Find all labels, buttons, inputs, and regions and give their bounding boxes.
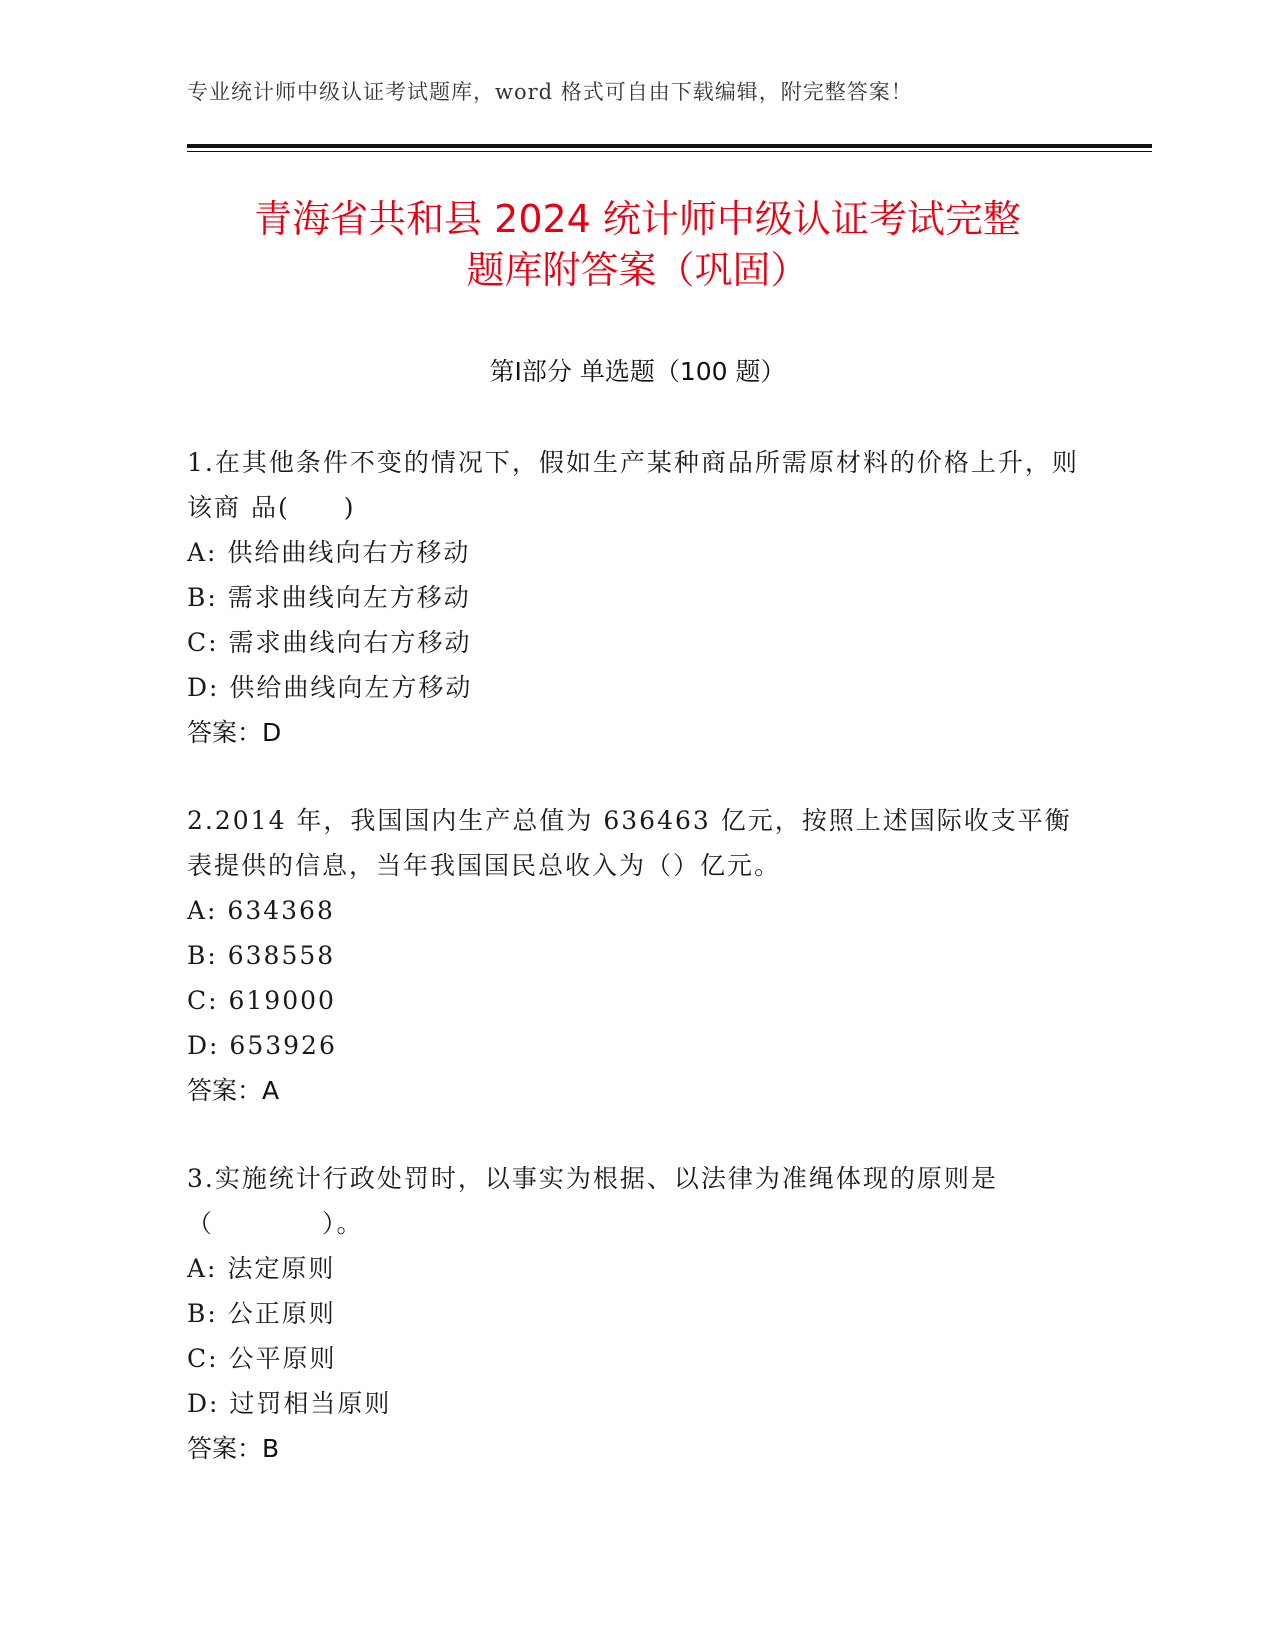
question-2 bbox=[187, 798, 1087, 1113]
answer: 答案：B bbox=[187, 1434, 280, 1463]
section-title: 第Ⅰ部分 单选题（100 题） bbox=[489, 357, 786, 386]
option-c: C: 公平原则 bbox=[187, 1344, 337, 1373]
option-c: C: 619000 bbox=[187, 986, 336, 1015]
document-title bbox=[170, 194, 1105, 296]
option-a: A: 供给曲线向右方移动 bbox=[187, 538, 471, 567]
answer: 答案：D bbox=[187, 718, 282, 747]
question-stem: 3.实施统计行政处罚时，以事实为根据、以法律为准绳体现的原则是（ ）。 bbox=[187, 1164, 998, 1238]
answer: 答案：A bbox=[187, 1076, 280, 1105]
question-stem: 1.在其他条件不变的情况下，假如生产某种商品所需原材料的价格上升，则该商 品( ) bbox=[187, 448, 1079, 522]
option-d: D: 供给曲线向左方移动 bbox=[187, 673, 473, 702]
header-note: 专业统计师中级认证考试题库，word 格式可自由下载编辑，附完整答案！ bbox=[187, 80, 913, 104]
option-c: C: 需求曲线向右方移动 bbox=[187, 628, 472, 657]
header-rule-thin bbox=[187, 151, 1152, 152]
title-line-1: 青海省共和县 2024 统计师中级认证考试完整 bbox=[254, 197, 1021, 241]
question-3 bbox=[187, 1156, 1087, 1471]
option-b: B: 638558 bbox=[187, 941, 336, 970]
question-1 bbox=[187, 440, 1087, 755]
option-b: B: 需求曲线向左方移动 bbox=[187, 583, 471, 612]
question-list bbox=[187, 440, 1087, 1514]
header-rule-thick bbox=[187, 144, 1152, 148]
title-line-2: 题库附答案（巩固） bbox=[466, 248, 809, 292]
option-b: B: 公正原则 bbox=[187, 1299, 336, 1328]
option-d: D: 过罚相当原则 bbox=[187, 1389, 392, 1418]
option-a: A: 法定原则 bbox=[187, 1254, 336, 1283]
option-d: D: 653926 bbox=[187, 1031, 337, 1060]
question-stem: 2.2014 年，我国国内生产总值为 636463 亿元，按照上述国际收支平衡表提供的信息，当年我国国民总收入为（）亿元。 bbox=[187, 806, 1072, 880]
option-a: A: 634368 bbox=[187, 896, 335, 925]
